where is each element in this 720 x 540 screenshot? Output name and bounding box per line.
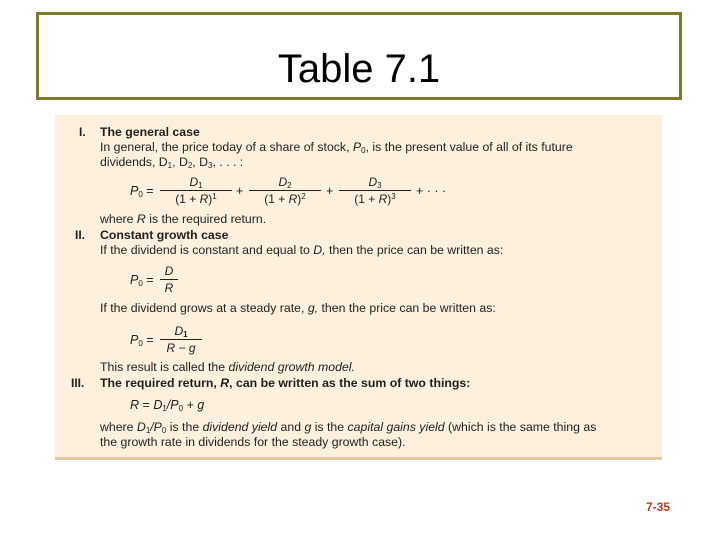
d-symbol: D [153,398,163,412]
denominator: R − g [166,341,196,355]
slide-title: Table 7.1 [277,47,441,91]
subscript: 0 [138,279,143,288]
p-symbol: P [352,140,362,154]
text-segment: (which is the same thing as [444,420,597,434]
section-numeral-3: III. [71,376,85,390]
exponent: 2 [301,192,306,201]
section-2-result [100,360,355,374]
section-numeral-1: I. [79,125,86,139]
subscript: 0 [138,190,143,199]
denominator [249,191,321,206]
d-symbol: D [164,264,174,278]
d-symbol: D [136,420,146,434]
fraction-d-over-r [160,265,178,295]
slash-p: /P [166,398,179,412]
equals-sign: = [146,273,154,287]
section-3-where-1 [100,420,596,434]
section-heading-3 [100,376,470,390]
section-1-line-1 [100,140,573,154]
fraction-2 [249,176,321,206]
fraction-1 [160,176,232,206]
p-symbol: P [130,273,139,287]
formula-2-lhs [130,273,154,287]
section-numeral-2: II. [75,228,86,242]
r-symbol: R [199,192,209,206]
section-2-line-2 [100,301,496,315]
subscript: 1 [145,426,151,435]
subscript: 0 [178,404,184,413]
d-symbol: D [278,175,288,189]
r-symbol: R [130,398,140,412]
text-segment: , D [192,155,209,169]
text-segment: dividends, D [100,155,168,169]
text-segment: ) [208,192,213,206]
g-symbol: g, [307,301,319,315]
section-heading-1: The general case [100,125,200,139]
numerator [160,325,202,340]
subscript: 1 [198,181,203,190]
text-segment: , . . . : [212,155,244,169]
text-segment: then the price can be written as: [325,243,504,257]
d-symbol: D [368,175,378,189]
subscript: 0 [161,426,167,435]
formula-4 [130,398,204,412]
numerator [339,176,411,191]
plus-g: + g [183,398,205,412]
subscript: 3 [208,161,213,170]
subscript: 1 [162,404,167,413]
numerator [160,265,178,280]
subscript: 1 [167,161,173,170]
text-segment: , D [172,155,188,169]
section-3-where-2: the growth rate in dividends for the steady growth case). [100,435,406,449]
text-segment: (1 + [175,192,200,206]
d-symbol: D [189,175,199,189]
fraction-growth [160,325,202,355]
fraction-3 [339,176,411,206]
text-segment: and [277,420,305,434]
title-box [36,12,682,100]
d-symbol: D [174,324,184,338]
section-1-line-2 [100,155,243,169]
ellipsis: + · · · [416,184,447,198]
text-segment: where [100,420,137,434]
r-symbol: R [136,212,146,226]
plus-sign: + [236,184,244,198]
section-2-line-1 [100,243,503,257]
subscript: 0 [138,339,143,348]
capital-gains-yield: capital gains yield [347,420,445,434]
numerator [249,176,321,191]
table-panel [55,115,662,460]
dividend-growth-model: dividend growth model. [228,360,355,374]
text-segment: is the [311,420,348,434]
subscript: 1 [183,330,188,339]
text-segment: ) [297,192,302,206]
subscript: 2 [187,161,193,170]
subscript: 0 [361,146,366,155]
p-symbol: P [130,184,139,198]
g-symbol: g [304,420,312,434]
text-segment: (1 + [354,192,379,206]
formula-1-lhs [130,184,154,198]
numerator [160,176,232,191]
text-segment: If the dividend is constant and equal to [100,243,314,257]
text-segment: In general, the price today of a share of stock, [100,140,353,154]
text-segment: where [100,212,137,226]
equals-sign: = [146,333,154,347]
formula-3-lhs [130,333,154,347]
subscript: 2 [287,181,292,190]
section-1-where [100,212,266,226]
r-symbol: R [164,281,174,295]
plus-sign: + [326,184,334,198]
text-segment: ) [387,192,392,206]
text-segment: then the price can be written as: [318,301,496,315]
subscript: 3 [377,181,382,190]
exponent: 3 [391,192,396,201]
denominator [160,280,178,295]
denominator [339,191,411,206]
equals-sign: = [146,184,154,198]
text-segment: This result is called the [100,360,229,374]
r-symbol: R [288,192,298,206]
text-segment: The required return, [100,376,221,390]
dividend-yield: dividend yield [202,420,278,434]
section-heading-2: Constant growth case [100,228,229,242]
slash-p: /P [150,420,162,434]
text-segment: If the dividend grows at a steady rate, [100,301,308,315]
page-number: 7-35 [646,500,671,514]
text-segment: is the required return. [145,212,267,226]
text-segment: , is the present value of all of its future [365,140,573,154]
p-symbol: P [130,333,139,347]
text-segment: is the [166,420,203,434]
r-symbol: R [378,192,388,206]
equals-sign: = [142,398,150,412]
exponent: 1 [212,192,217,201]
denominator [160,191,232,206]
text-segment: , can be written as the sum of two things: [229,376,471,390]
r-symbol: R [220,376,230,390]
text-segment: (1 + [264,192,289,206]
d-symbol: D, [313,243,326,257]
